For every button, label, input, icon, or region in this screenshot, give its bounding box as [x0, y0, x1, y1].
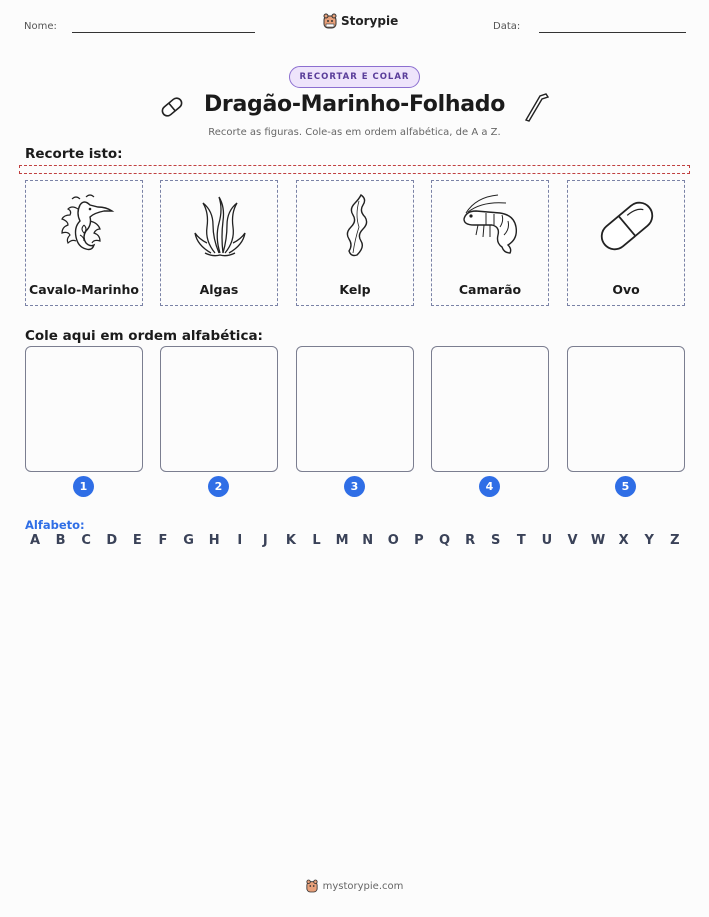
position-number-badge: 3 — [344, 476, 365, 497]
seaweed-icon — [185, 191, 255, 261]
card-label: Camarão — [458, 282, 522, 297]
footer — [0, 879, 709, 893]
alphabet-letter: V — [567, 533, 578, 548]
alphabet-letter: B — [55, 533, 66, 548]
card-label: Kelp — [339, 282, 371, 297]
cut-line — [19, 165, 690, 174]
alphabet-letter: X — [618, 533, 629, 548]
alphabet-letter: U — [541, 533, 553, 548]
card-label: Ovo — [612, 282, 640, 297]
alphabet-letter: D — [106, 533, 118, 548]
alphabet-letter: G — [183, 533, 194, 548]
shrimp-icon — [456, 191, 526, 261]
footer-url[interactable]: mystorypie.com — [322, 880, 404, 892]
alphabet-letter: I — [237, 533, 243, 548]
straw-icon — [522, 90, 550, 122]
alphabet-letter: H — [208, 533, 220, 548]
cut-card-camarao[interactable] — [431, 180, 549, 306]
alphabet-letter: T — [516, 533, 526, 548]
position-number-badge: 1 — [73, 476, 94, 497]
name-line[interactable] — [72, 32, 255, 33]
paste-box-1[interactable] — [25, 346, 143, 472]
cut-card-seahorse[interactable] — [25, 180, 143, 306]
capsule-icon — [592, 191, 662, 261]
kelp-icon — [321, 191, 391, 261]
alphabet-letter: N — [362, 533, 374, 548]
paste-box-3[interactable] — [296, 346, 414, 472]
date-label: Data: — [493, 21, 521, 32]
alphabet-letter: R — [465, 533, 476, 548]
cut-card-ovo[interactable] — [567, 180, 685, 306]
paste-section-label: Cole aqui em ordem alfabética: — [25, 328, 263, 344]
position-number-badge: 5 — [615, 476, 636, 497]
alphabet-letter: P — [414, 533, 424, 548]
name-label: Nome: — [24, 21, 57, 32]
date-line[interactable] — [539, 32, 686, 33]
alphabet-letter: K — [285, 533, 296, 548]
alphabet-letter: Y — [644, 533, 654, 548]
paste-box-4[interactable] — [431, 346, 549, 472]
brand-name: Storypie — [341, 14, 399, 28]
cut-card-kelp[interactable] — [296, 180, 414, 306]
alphabet-letter: M — [335, 533, 349, 548]
brand-logo — [323, 13, 398, 29]
activity-badge: RECORTAR E COLAR — [289, 66, 420, 88]
alphabet-row — [25, 533, 685, 548]
position-number-badge: 4 — [479, 476, 500, 497]
alphabet-letter: O — [387, 533, 399, 548]
paste-box-2[interactable] — [160, 346, 278, 472]
alphabet-letter: C — [81, 533, 91, 548]
seahorse-icon — [50, 191, 120, 261]
cut-section-label: Recorte isto: — [25, 146, 123, 162]
alphabet-letter: L — [312, 533, 321, 548]
alphabet-letter: J — [262, 533, 268, 548]
alphabet-letter: Q — [438, 533, 451, 548]
alphabet-letter: W — [590, 533, 606, 548]
card-label: Algas — [199, 282, 239, 297]
position-number-badge: 2 — [208, 476, 229, 497]
storypie-mascot-icon — [323, 13, 337, 29]
page-title: Dragão-Marinho-Folhado — [203, 92, 506, 117]
alphabet-title: Alfabeto: — [25, 518, 85, 532]
alphabet-letter: S — [491, 533, 501, 548]
instructions: Recorte as figuras. Cole-as em ordem alfabética, de A a Z. — [208, 127, 501, 138]
alphabet-letter: E — [132, 533, 142, 548]
cut-card-algas[interactable] — [160, 180, 278, 306]
card-label: Cavalo-Marinho — [29, 282, 139, 297]
alphabet-letter: F — [158, 533, 168, 548]
paste-box-5[interactable] — [567, 346, 685, 472]
alphabet-letter: A — [29, 533, 41, 548]
storypie-mascot-icon — [306, 879, 318, 893]
alphabet-letter: Z — [670, 533, 680, 548]
